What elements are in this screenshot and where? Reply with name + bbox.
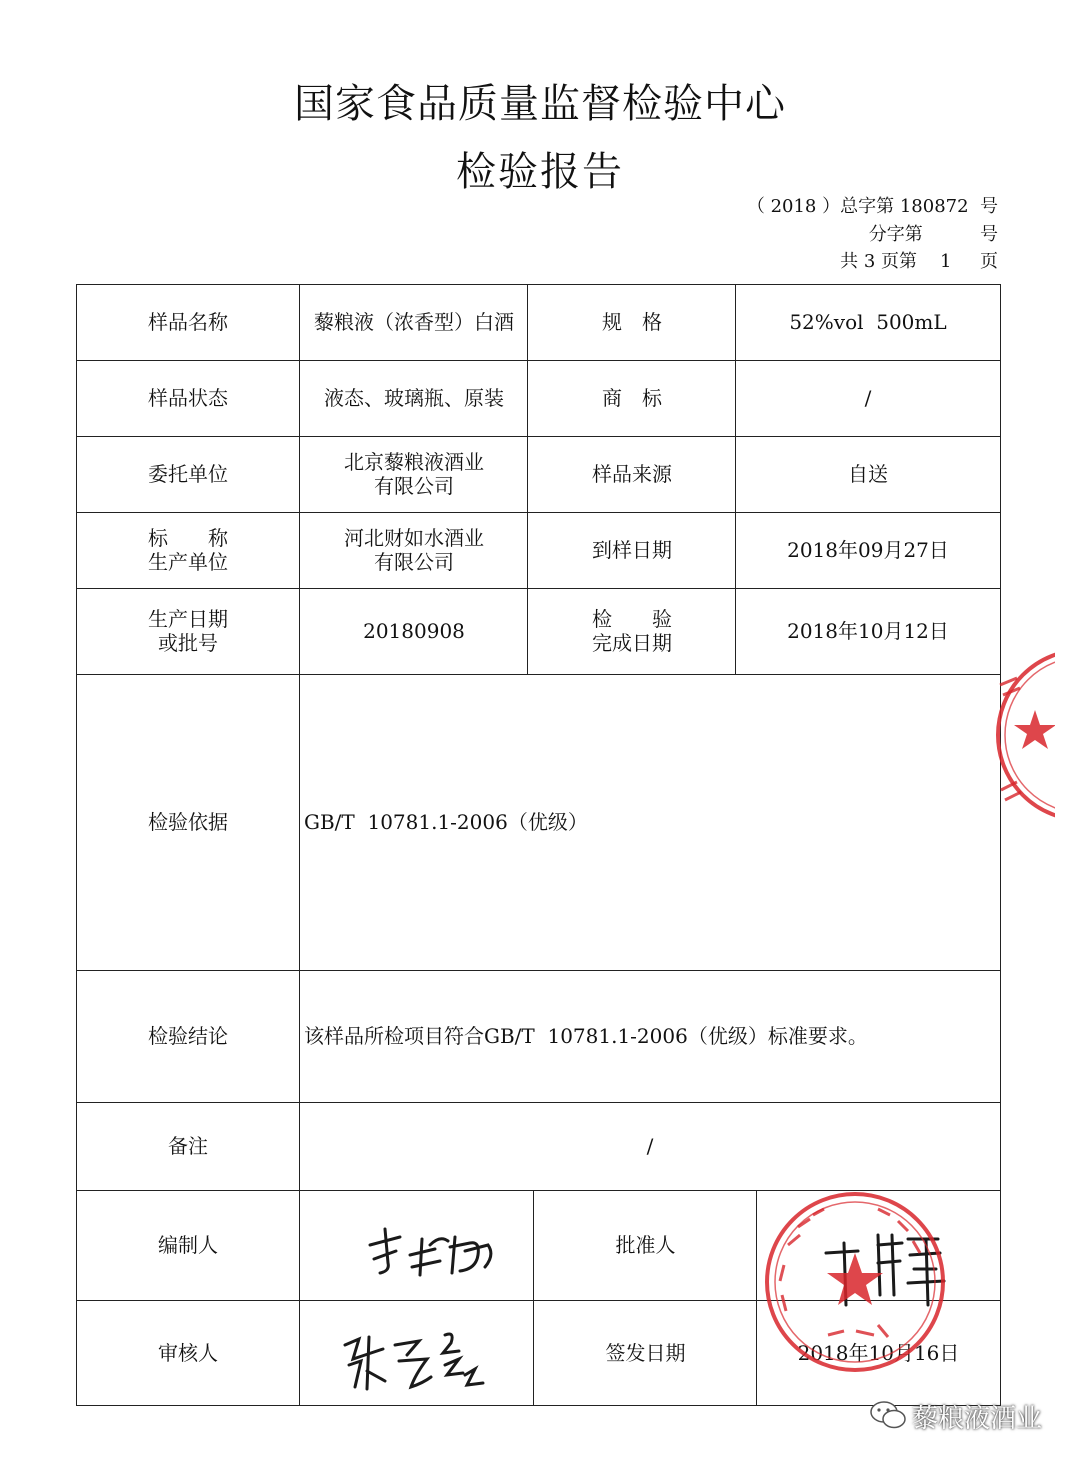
sample-source-label: 样品来源 xyxy=(592,462,672,486)
approver-label: 批准人 xyxy=(615,1233,676,1257)
client-label: 委托单位 xyxy=(148,462,228,486)
report-sub-number: 分字第 号 xyxy=(868,224,998,245)
producer-label: 标 称 生产单位 xyxy=(148,526,228,574)
report-official-seal-stamp xyxy=(758,1185,953,1380)
spec-label: 规 格 xyxy=(602,310,662,334)
basis-label: 检验依据 xyxy=(148,810,228,834)
remark-value: / xyxy=(646,1134,654,1158)
reviewer-signature xyxy=(335,1325,495,1395)
sample-name-value: 藜粮液（浓香型）白酒 xyxy=(314,310,514,334)
issue-date-value: 2018年10月16日 xyxy=(797,1341,960,1365)
sample-source-value: 自送 xyxy=(848,462,888,486)
conclusion-label: 检验结论 xyxy=(148,1024,228,1048)
compiler-signature xyxy=(360,1215,510,1285)
finish-date-value: 2018年10月12日 xyxy=(787,619,949,643)
sample-name-label: 样品名称 xyxy=(148,310,228,334)
finish-date-label: 检 验 完成日期 xyxy=(592,607,672,655)
basis-value: GB/T 10781.1-2006（优级） xyxy=(304,810,588,834)
report-total-number: （ 2018 ）总字第 180872 号 xyxy=(746,196,998,217)
reviewer-label: 审核人 xyxy=(158,1341,218,1365)
client-value: 北京藜粮液酒业 有限公司 xyxy=(344,450,484,498)
sample-state-value: 液态、玻璃瓶、原装 xyxy=(324,386,504,410)
spec-value: 52%vol 500mL xyxy=(789,310,947,334)
arrival-date-value: 2018年09月27日 xyxy=(787,538,949,562)
brand-value: / xyxy=(864,386,872,410)
remark-label: 备注 xyxy=(168,1134,208,1158)
report-page-info: 共 3 页第 1 页 xyxy=(840,251,998,272)
conclusion-value: 该样品所检项目符合GB/T 10781.1-2006（优级）标准要求。 xyxy=(304,1024,868,1048)
report-org-title: 国家食品质量监督检验中心 xyxy=(294,81,786,127)
batch-label: 生产日期 或批号 xyxy=(148,607,228,655)
issue-date-label: 签发日期 xyxy=(605,1341,686,1365)
producer-value: 河北财如水酒业 有限公司 xyxy=(344,526,484,574)
brand-label: 商 标 xyxy=(602,386,662,410)
watermark-text: 藜粮液酒业 xyxy=(912,1404,1043,1434)
report-title: 检验报告 xyxy=(456,149,624,195)
batch-value: 20180908 xyxy=(363,619,465,643)
sample-state-label: 样品状态 xyxy=(148,386,228,410)
wechat-icon xyxy=(868,1398,908,1432)
compiler-label: 编制人 xyxy=(158,1233,218,1257)
arrival-date-label: 到样日期 xyxy=(592,538,672,562)
inspection-seal-stamp xyxy=(995,640,1055,830)
